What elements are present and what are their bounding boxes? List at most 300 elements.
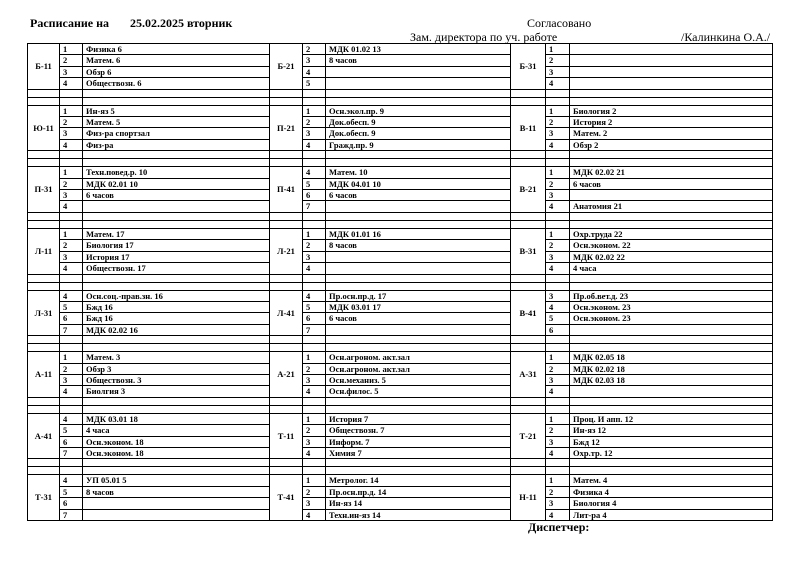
lesson-number: 1 [546, 167, 570, 178]
empty-cell [28, 397, 60, 405]
lesson-subject: МДК 01.01 16 [326, 228, 511, 239]
empty-cell [511, 151, 546, 159]
lesson-number: 3 [303, 374, 326, 385]
table-row [28, 139, 773, 150]
empty-cell [60, 159, 83, 167]
empty-cell [326, 151, 511, 159]
lesson-subject: МДК 02.02 22 [570, 251, 773, 262]
lesson-subject: Анатомия 21 [570, 201, 773, 212]
lesson-subject: Физика 4 [570, 486, 773, 497]
lesson-subject: Охр.труда 22 [570, 228, 773, 239]
lesson-number: 2 [303, 425, 326, 436]
empty-cell [60, 220, 83, 228]
lesson-subject: Техн.ин-яз 14 [326, 509, 511, 520]
lesson-subject: 8 часов [326, 240, 511, 251]
lesson-number: 6 [60, 436, 83, 447]
empty-cell [60, 97, 83, 105]
empty-cell [326, 336, 511, 344]
empty-cell [511, 220, 546, 228]
lesson-number: 1 [303, 475, 326, 486]
lesson-number: 1 [546, 44, 570, 55]
empty-cell [83, 282, 270, 290]
lesson-number: 3 [303, 251, 326, 262]
empty-cell [326, 97, 511, 105]
empty-cell [303, 159, 326, 167]
lesson-number: 2 [60, 178, 83, 189]
table-row [28, 509, 773, 520]
lesson-subject: Осн.эконом. 18 [83, 436, 270, 447]
empty-cell [83, 151, 270, 159]
lesson-subject: Биология 17 [83, 240, 270, 251]
lesson-number: 1 [303, 228, 326, 239]
empty-cell [326, 344, 511, 352]
lesson-subject: Осн.соц.-прав.зн. 16 [83, 290, 270, 301]
empty-cell [546, 274, 570, 282]
table-row [28, 190, 773, 201]
lesson-subject: Осн.филос. 5 [326, 386, 511, 397]
lesson-number: 4 [303, 139, 326, 150]
lesson-number: 4 [60, 263, 83, 274]
lesson-number: 4 [546, 386, 570, 397]
lesson-number: 3 [60, 128, 83, 139]
lesson-subject: Обществозн. 7 [326, 425, 511, 436]
lesson-number: 3 [60, 190, 83, 201]
empty-cell [511, 397, 546, 405]
spacer-row [28, 89, 773, 97]
lesson-subject: Проц. И апп. 12 [570, 413, 773, 424]
empty-cell [28, 220, 60, 228]
lesson-subject: МДК 02.01 10 [83, 178, 270, 189]
lesson-number: 5 [303, 178, 326, 189]
lesson-subject: Ин-яз 5 [83, 105, 270, 116]
group-name: Б-21 [270, 44, 303, 90]
table-row [28, 363, 773, 374]
empty-cell [270, 467, 303, 475]
lesson-subject: История 2 [570, 117, 773, 128]
empty-cell [570, 336, 773, 344]
empty-cell [511, 274, 546, 282]
table-row [28, 486, 773, 497]
lesson-subject: Док.обесп. 9 [326, 117, 511, 128]
lesson-subject: Осн.экол.пр. 9 [326, 105, 511, 116]
lesson-subject [570, 386, 773, 397]
lesson-number: 1 [60, 44, 83, 55]
empty-cell [270, 336, 303, 344]
lesson-number: 1 [60, 105, 83, 116]
lesson-number: 1 [546, 352, 570, 363]
table-row [28, 228, 773, 239]
lesson-subject: Матем. 6 [83, 55, 270, 66]
lesson-subject: Осн.эконом. 23 [570, 313, 773, 324]
lesson-number: 4 [546, 263, 570, 274]
lesson-subject: Док.обесп. 9 [326, 128, 511, 139]
lesson-subject [570, 324, 773, 335]
empty-cell [570, 89, 773, 97]
lesson-number: 3 [60, 374, 83, 385]
empty-cell [303, 212, 326, 220]
lesson-subject: Ин-яз 14 [326, 498, 511, 509]
spacer-row [28, 274, 773, 282]
lesson-subject: МДК 03.01 18 [83, 413, 270, 424]
lesson-subject: Техн.повед.р. 10 [83, 167, 270, 178]
empty-cell [270, 151, 303, 159]
lesson-number: 2 [60, 363, 83, 374]
lesson-subject [570, 66, 773, 77]
lesson-subject [83, 509, 270, 520]
lesson-number: 5 [60, 425, 83, 436]
empty-cell [570, 159, 773, 167]
lesson-subject: Бжд 12 [570, 436, 773, 447]
lesson-number: 4 [546, 139, 570, 150]
lesson-number: 3 [60, 66, 83, 77]
empty-cell [546, 336, 570, 344]
lesson-subject [570, 55, 773, 66]
approver-signature: /Калинкина О.А./ [681, 30, 771, 44]
group-name: П-21 [270, 105, 303, 151]
lesson-subject: МДК 03.01 17 [326, 301, 511, 312]
table-row [28, 66, 773, 77]
empty-cell [511, 336, 546, 344]
empty-cell [28, 459, 60, 467]
lesson-number: 4 [546, 509, 570, 520]
table-row [28, 55, 773, 66]
empty-cell [28, 159, 60, 167]
empty-cell [303, 220, 326, 228]
lesson-subject: 4 часа [570, 263, 773, 274]
empty-cell [326, 467, 511, 475]
lesson-number: 2 [546, 486, 570, 497]
lesson-number: 2 [546, 55, 570, 66]
lesson-number: 6 [303, 190, 326, 201]
lesson-number: 2 [546, 117, 570, 128]
lesson-number: 3 [546, 436, 570, 447]
empty-cell [326, 282, 511, 290]
lesson-subject: Биолгия 3 [83, 386, 270, 397]
lesson-subject: Обществозн. 17 [83, 263, 270, 274]
empty-cell [60, 151, 83, 159]
lesson-subject: Осн.агроном. акт.зал [326, 363, 511, 374]
lesson-number: 2 [546, 240, 570, 251]
spacer-row [28, 212, 773, 220]
table-row [28, 117, 773, 128]
group-name: Л-31 [28, 290, 60, 336]
lesson-subject: Пр.осн.пр.д. 14 [326, 486, 511, 497]
lesson-number: 4 [303, 263, 326, 274]
spacer-row [28, 220, 773, 228]
empty-cell [546, 397, 570, 405]
empty-cell [28, 97, 60, 105]
empty-cell [270, 89, 303, 97]
approved-label: Согласовано [527, 16, 592, 30]
empty-cell [83, 97, 270, 105]
empty-cell [83, 159, 270, 167]
empty-cell [511, 282, 546, 290]
empty-cell [326, 274, 511, 282]
lesson-number: 4 [303, 509, 326, 520]
lesson-number: 6 [60, 313, 83, 324]
spacer-row [28, 151, 773, 159]
lesson-subject [570, 44, 773, 55]
spacer-row [28, 336, 773, 344]
empty-cell [83, 397, 270, 405]
lesson-subject: История 7 [326, 413, 511, 424]
lesson-number: 4 [303, 66, 326, 77]
spacer-row [28, 344, 773, 352]
empty-cell [511, 405, 546, 413]
lesson-number: 5 [303, 78, 326, 89]
empty-cell [83, 344, 270, 352]
lesson-number: 4 [546, 447, 570, 458]
lesson-number: 2 [60, 240, 83, 251]
lesson-number: 3 [546, 251, 570, 262]
empty-cell [270, 159, 303, 167]
lesson-subject: Обзр 3 [83, 363, 270, 374]
lesson-subject: МДК 02.02 21 [570, 167, 773, 178]
spacer-row [28, 467, 773, 475]
empty-cell [546, 282, 570, 290]
lesson-subject: МДК 04.01 10 [326, 178, 511, 189]
approver-position: Зам. директора по уч. работе [410, 30, 558, 44]
lesson-subject: Физика 6 [83, 44, 270, 55]
group-name: А-11 [28, 352, 60, 398]
table-row [28, 178, 773, 189]
lesson-subject: Биология 4 [570, 498, 773, 509]
table-row [28, 352, 773, 363]
empty-cell [546, 151, 570, 159]
empty-cell [83, 405, 270, 413]
lesson-subject: Матем. 3 [83, 352, 270, 363]
empty-cell [511, 97, 546, 105]
spacer-row [28, 97, 773, 105]
lesson-subject: МДК 02.03 18 [570, 374, 773, 385]
lesson-number: 7 [303, 324, 326, 335]
group-name: Т-21 [511, 413, 546, 459]
lesson-subject: Метролог. 14 [326, 475, 511, 486]
empty-cell [270, 459, 303, 467]
table-row [28, 475, 773, 486]
lesson-number: 2 [303, 44, 326, 55]
table-row [28, 413, 773, 424]
lesson-subject: Физ-ра спортзал [83, 128, 270, 139]
empty-cell [270, 344, 303, 352]
lesson-number: 4 [60, 78, 83, 89]
spacer-row [28, 459, 773, 467]
lesson-subject [326, 251, 511, 262]
lesson-number: 7 [60, 509, 83, 520]
group-name: Н-11 [511, 475, 546, 521]
lesson-subject: Обзр 2 [570, 139, 773, 150]
lesson-number: 3 [546, 66, 570, 77]
empty-cell [60, 336, 83, 344]
lesson-number: 4 [60, 475, 83, 486]
lesson-subject: Обществозн. 6 [83, 78, 270, 89]
lesson-subject: 6 часов [326, 313, 511, 324]
lesson-subject: Гражд.пр. 9 [326, 139, 511, 150]
empty-cell [511, 344, 546, 352]
lesson-number: 3 [546, 190, 570, 201]
table-row [28, 313, 773, 324]
lesson-subject: Матем. 5 [83, 117, 270, 128]
lesson-number: 4 [60, 139, 83, 150]
lesson-number: 3 [303, 498, 326, 509]
empty-cell [326, 159, 511, 167]
empty-cell [60, 274, 83, 282]
lesson-subject: Матем. 17 [83, 228, 270, 239]
table-row [28, 263, 773, 274]
lesson-subject: МДК 01.02 13 [326, 44, 511, 55]
lesson-number: 4 [60, 386, 83, 397]
lesson-number: 4 [60, 201, 83, 212]
table-row [28, 447, 773, 458]
empty-cell [83, 220, 270, 228]
table-row [28, 78, 773, 89]
lesson-subject: МДК 02.05 18 [570, 352, 773, 363]
empty-cell [326, 405, 511, 413]
table-row [28, 251, 773, 262]
lesson-number: 4 [303, 290, 326, 301]
group-name: В-41 [511, 290, 546, 336]
empty-cell [570, 212, 773, 220]
lesson-number: 4 [303, 167, 326, 178]
lesson-number: 1 [60, 352, 83, 363]
lesson-number: 6 [303, 313, 326, 324]
lesson-number: 3 [303, 128, 326, 139]
lesson-number: 2 [60, 55, 83, 66]
table-row [28, 301, 773, 312]
lesson-subject: 4 часа [83, 425, 270, 436]
empty-cell [60, 282, 83, 290]
empty-cell [546, 159, 570, 167]
empty-cell [570, 459, 773, 467]
lesson-subject: 8 часов [83, 486, 270, 497]
group-name: П-41 [270, 167, 303, 213]
lesson-number: 4 [546, 301, 570, 312]
schedule-table [27, 43, 773, 521]
empty-cell [270, 405, 303, 413]
empty-cell [28, 89, 60, 97]
schedule-date: 25.02.2025 вторник [130, 16, 233, 30]
lesson-subject: 6 часов [83, 190, 270, 201]
empty-cell [83, 459, 270, 467]
empty-cell [303, 459, 326, 467]
lesson-subject [570, 78, 773, 89]
table-row [28, 44, 773, 55]
lesson-number: 4 [60, 413, 83, 424]
empty-cell [60, 212, 83, 220]
empty-cell [83, 274, 270, 282]
empty-cell [326, 459, 511, 467]
empty-cell [570, 282, 773, 290]
empty-cell [28, 336, 60, 344]
group-name: А-31 [511, 352, 546, 398]
lesson-subject: УП 05.01 5 [83, 475, 270, 486]
empty-cell [546, 212, 570, 220]
table-row [28, 425, 773, 436]
empty-cell [546, 220, 570, 228]
empty-cell [570, 344, 773, 352]
empty-cell [28, 274, 60, 282]
lesson-number: 2 [303, 240, 326, 251]
empty-cell [546, 97, 570, 105]
group-name: Т-11 [270, 413, 303, 459]
lesson-subject [570, 190, 773, 201]
empty-cell [60, 344, 83, 352]
lesson-number: 2 [303, 117, 326, 128]
lesson-number: 1 [546, 413, 570, 424]
empty-cell [303, 344, 326, 352]
empty-cell [326, 212, 511, 220]
lesson-subject: Осн.эконом. 22 [570, 240, 773, 251]
empty-cell [570, 151, 773, 159]
lesson-subject [83, 201, 270, 212]
lesson-number: 2 [303, 363, 326, 374]
group-name: Т-31 [28, 475, 60, 521]
empty-cell [546, 344, 570, 352]
group-name: А-41 [28, 413, 60, 459]
table-row [28, 386, 773, 397]
empty-cell [303, 405, 326, 413]
lesson-number: 5 [303, 301, 326, 312]
spacer-row [28, 159, 773, 167]
empty-cell [570, 397, 773, 405]
empty-cell [303, 397, 326, 405]
empty-cell [270, 397, 303, 405]
table-row [28, 374, 773, 385]
lesson-number: 3 [60, 251, 83, 262]
lesson-number: 4 [303, 386, 326, 397]
empty-cell [270, 97, 303, 105]
lesson-number: 4 [303, 447, 326, 458]
lesson-number: 1 [546, 105, 570, 116]
empty-cell [303, 467, 326, 475]
lesson-subject: Матем. 4 [570, 475, 773, 486]
empty-cell [546, 459, 570, 467]
lesson-subject: 6 часов [570, 178, 773, 189]
lesson-number: 2 [303, 486, 326, 497]
empty-cell [303, 336, 326, 344]
table-row [28, 290, 773, 301]
empty-cell [270, 282, 303, 290]
empty-cell [570, 467, 773, 475]
empty-cell [60, 467, 83, 475]
lesson-subject: МДК 02.02 16 [83, 324, 270, 335]
group-name: В-11 [511, 105, 546, 151]
empty-cell [270, 220, 303, 228]
empty-cell [570, 220, 773, 228]
empty-cell [83, 89, 270, 97]
group-name: Л-21 [270, 228, 303, 274]
table-row [28, 498, 773, 509]
empty-cell [546, 405, 570, 413]
group-name: Т-41 [270, 475, 303, 521]
lesson-number: 3 [546, 290, 570, 301]
lesson-number: 3 [303, 55, 326, 66]
empty-cell [546, 467, 570, 475]
spacer-row [28, 397, 773, 405]
lesson-number: 2 [546, 363, 570, 374]
lesson-subject: Бжд 16 [83, 313, 270, 324]
lesson-subject: Обзр 6 [83, 66, 270, 77]
lesson-subject: Лит-ра 4 [570, 509, 773, 520]
lesson-number: 3 [546, 498, 570, 509]
lesson-number: 1 [546, 475, 570, 486]
empty-cell [303, 89, 326, 97]
empty-cell [326, 89, 511, 97]
empty-cell [28, 151, 60, 159]
group-name: В-31 [511, 228, 546, 274]
lesson-subject: МДК 02.02 18 [570, 363, 773, 374]
group-name: В-21 [511, 167, 546, 213]
